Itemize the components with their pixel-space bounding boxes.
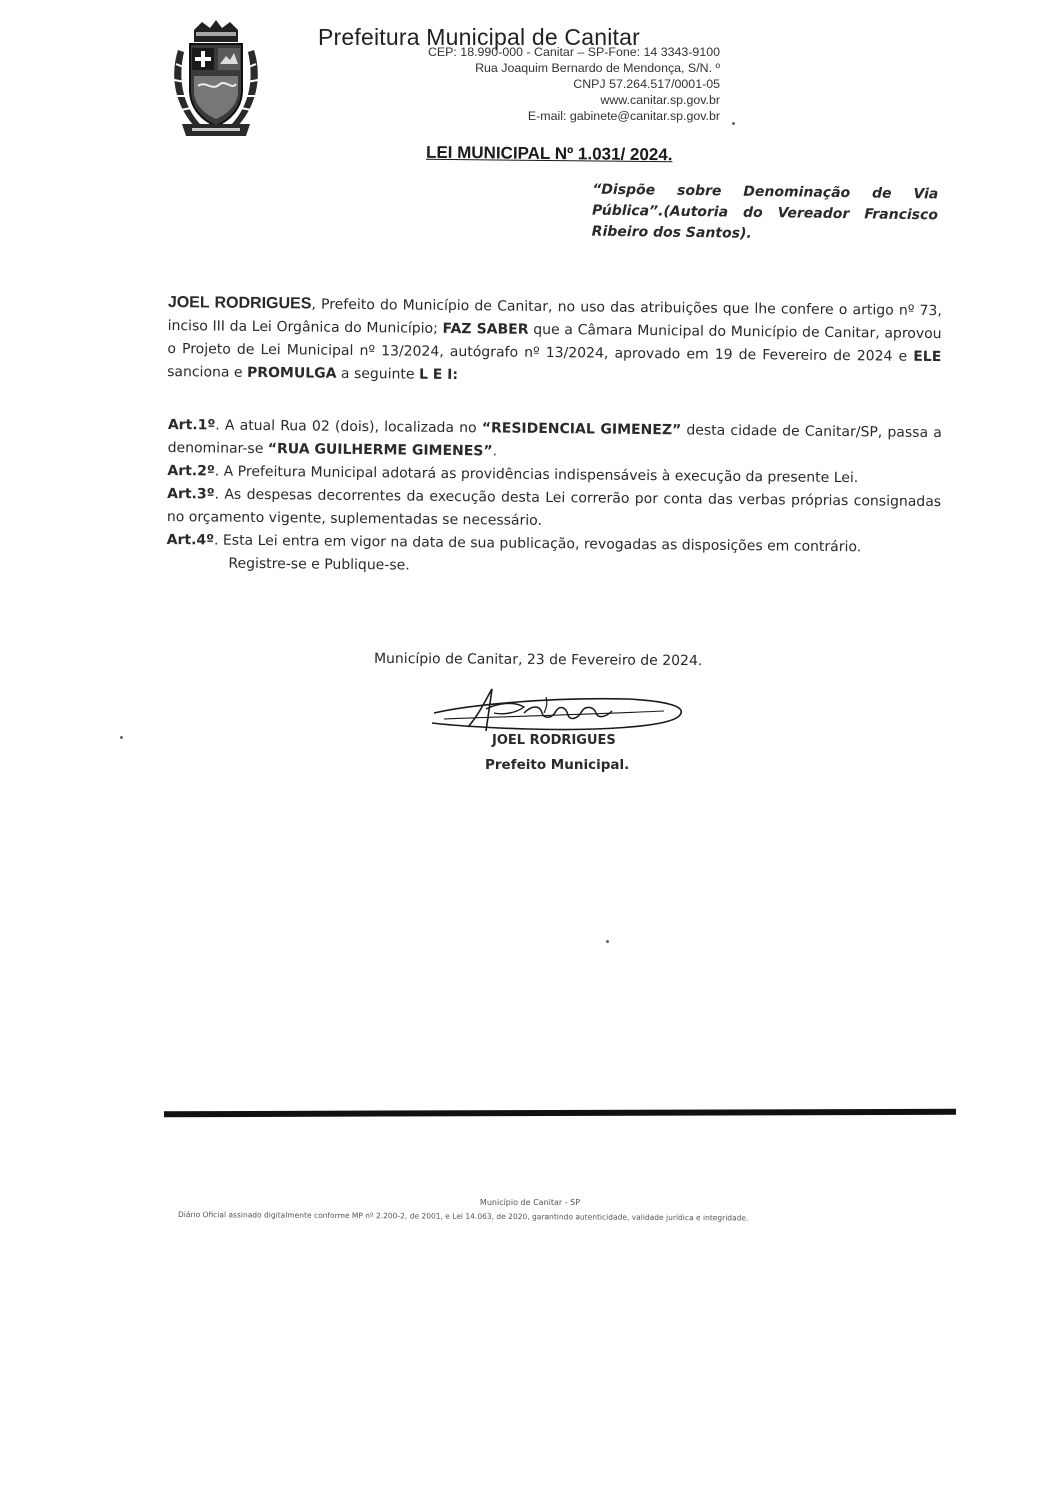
preamble-emphasis: L E I: xyxy=(418,366,459,384)
article-text: . xyxy=(492,443,498,460)
header-contact-block xyxy=(340,44,720,124)
article-text: desta cidade de Canitar/SP, passa a denominar-se xyxy=(167,422,942,458)
handwritten-signature xyxy=(428,683,690,739)
article-label: Art.3º xyxy=(167,485,215,503)
article-text: . Esta Lei entra em vigor na data de sua publicação, revogadas as disposições em contrário. xyxy=(213,532,862,556)
preamble-emphasis: PROMULGA xyxy=(246,364,337,382)
footer-legal-notice: Diário Oficial assinado digitalmente conforme MP nº 2.200-2, de 2001, e Lei 14.063, de 2020, garantindo autenticidade, validade jurídica e integridade. xyxy=(177,1210,749,1223)
header-cnpj-line: CNPJ 57.264.517/0001-05 xyxy=(573,77,720,91)
header-website-line: www.canitar.sp.gov.br xyxy=(600,93,720,107)
preamble-text: que a Câmara Municipal do Município de Canitar, aprovou o Projeto de Lei Municipal nº 13/2024, autógrafo nº 13/2024, aprovado em 19 de Fevereiro de 2024 e xyxy=(167,321,942,365)
article-text: . A atual Rua 02 (dois), localizada no xyxy=(215,417,482,437)
footer-municipality: Município de Canitar - SP xyxy=(479,1198,581,1207)
municipal-coat-of-arms-icon xyxy=(168,20,264,140)
article-label: Art.4º xyxy=(166,531,215,549)
closing-line: Registre-se e Publique-se. xyxy=(228,555,410,574)
article-text: . A Prefeitura Municipal adotará as providências indispensáveis à execução da presente Lei. xyxy=(214,463,859,487)
scan-speck xyxy=(732,122,735,125)
preamble-text: , Prefeito do Município de Canitar, no uso das atribuições que lhe confere o artigo nº 73, inciso III da Lei Orgânica do Município; xyxy=(167,296,942,337)
header-address-line: CEP: 18.990-000 - Canitar – SP-Fone: 14 3343-9100 xyxy=(427,45,720,59)
header-street-line: Rua Joaquim Bernardo de Mendonça, S/N. º xyxy=(475,61,720,75)
preamble-text: a seguinte xyxy=(336,365,420,383)
article-3 xyxy=(167,483,941,537)
preamble-paragraph xyxy=(167,291,942,392)
signer-name: JOEL RODRIGUES xyxy=(492,733,616,748)
article-1 xyxy=(168,414,942,468)
preamble-emphasis: FAZ SABER xyxy=(442,320,529,338)
article-emphasis: “RESIDENCIAL GIMENEZ” xyxy=(481,420,682,439)
article-text: . As despesas decorrentes da execução desta Lei correrão por conta das verbas próprias consignadas no orçamento vigente, suplementadas se necessário. xyxy=(166,486,942,529)
scan-speck xyxy=(606,940,609,943)
header-email-line: E-mail: gabinete@canitar.sp.gov.br xyxy=(527,109,720,123)
articles-section xyxy=(166,414,942,583)
signer-role: Prefeito Municipal. xyxy=(485,757,630,773)
law-title: LEI MUNICIPAL Nº 1.031/ 2024. xyxy=(425,142,673,165)
mayor-name: JOEL RODRIGUES xyxy=(167,293,312,313)
article-emphasis: “RUA GUILHERME GIMENES” xyxy=(267,441,493,460)
footer-divider xyxy=(164,1109,956,1117)
place-and-date: Município de Canitar, 23 de Fevereiro de 2024. xyxy=(373,650,703,670)
scan-speck xyxy=(120,736,123,739)
article-label: Art.2º xyxy=(167,462,215,480)
article-label: Art.1º xyxy=(167,416,216,434)
preamble-emphasis: ELE xyxy=(913,348,942,366)
header-title: Prefeitura Municipal de Canitar xyxy=(318,24,640,50)
preamble-text: sanciona e xyxy=(167,363,248,381)
law-ementa: “Dispõe sobre Denominação de Via Pública”.(Autoria do Vereador Francisco Ribeiro dos Santos). xyxy=(591,181,939,242)
